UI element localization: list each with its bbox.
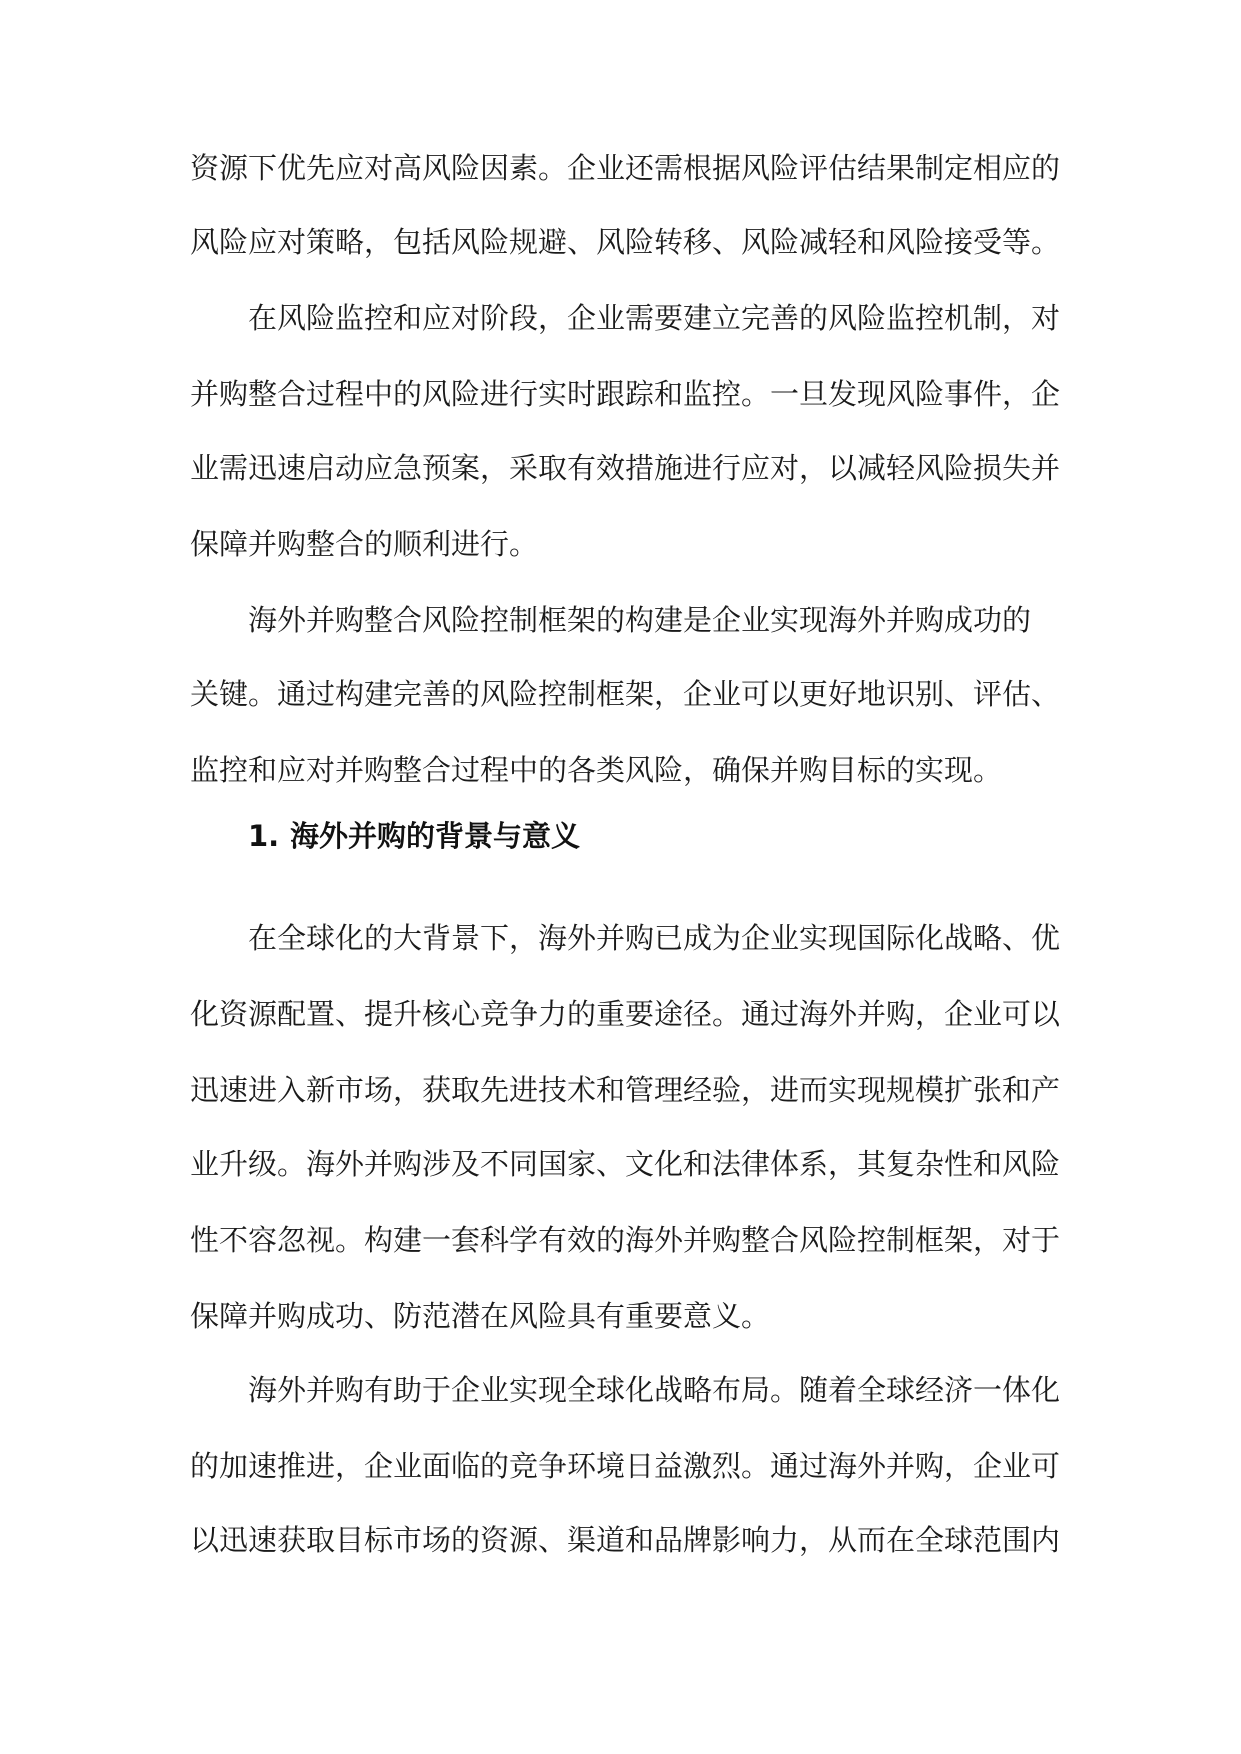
paragraph-line: 并购整合过程中的风险进行实时跟踪和监控。一旦发现风险事件，企 bbox=[190, 377, 1061, 411]
section-heading bbox=[248, 806, 580, 866]
paragraph-line: 化资源配置、提升核心竞争力的重要途径。通过海外并购，企业可以 bbox=[190, 997, 1061, 1031]
paragraph-line: 迅速进入新市场，获取先进技术和管理经验，进而实现规模扩张和产 bbox=[190, 1073, 1061, 1107]
paragraph-line: 业升级。海外并购涉及不同国家、文化和法律体系，其复杂性和风险 bbox=[190, 1147, 1061, 1181]
paragraph-line: 风险应对策略，包括风险规避、风险转移、风险减轻和风险接受等。 bbox=[190, 225, 1061, 259]
paragraph-line: 保障并购成功、防范潜在风险具有重要意义。 bbox=[190, 1299, 771, 1333]
paragraph-line: 海外并购整合风险控制框架的构建是企业实现海外并购成功的 bbox=[248, 603, 1032, 637]
paragraph-line: 海外并购有助于企业实现全球化战略布局。随着全球经济一体化 bbox=[248, 1373, 1061, 1407]
paragraph-line: 性不容忽视。构建一套科学有效的海外并购整合风险控制框架，对于 bbox=[190, 1223, 1061, 1257]
paragraph-line: 的加速推进，企业面临的竞争环境日益激烈。通过海外并购，企业可 bbox=[190, 1449, 1061, 1483]
paragraph-line: 以迅速获取目标市场的资源、渠道和品牌影响力，从而在全球范围内 bbox=[190, 1523, 1061, 1557]
paragraph-line: 监控和应对并购整合过程中的各类风险，确保并购目标的实现。 bbox=[190, 753, 1003, 787]
paragraph-line: 资源下优先应对高风险因素。企业还需根据风险评估结果制定相应的 bbox=[190, 151, 1061, 185]
paragraph-line: 保障并购整合的顺利进行。 bbox=[190, 527, 539, 561]
paragraph-line: 在全球化的大背景下，海外并购已成为企业实现国际化战略、优 bbox=[248, 921, 1061, 955]
section-title: 海外并购的背景与意义 bbox=[290, 819, 581, 853]
paragraph-line: 关键。通过构建完善的风险控制框架，企业可以更好地识别、评估、 bbox=[190, 677, 1061, 711]
paragraph-line: 业需迅速启动应急预案，采取有效措施进行应对，以减轻风险损失并 bbox=[190, 451, 1061, 485]
paragraph-line: 在风险监控和应对阶段，企业需要建立完善的风险监控机制，对 bbox=[248, 301, 1061, 335]
section-number: 1. bbox=[248, 819, 280, 853]
